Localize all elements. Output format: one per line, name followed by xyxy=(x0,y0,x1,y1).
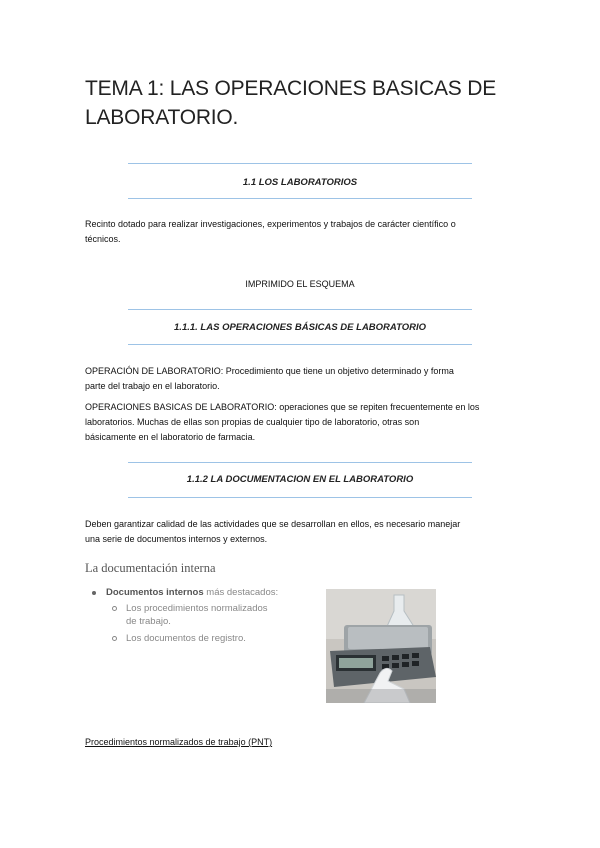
slide-title: La documentación interna xyxy=(85,561,216,575)
lab-balance-illustration xyxy=(326,589,436,703)
rule-bottom-1-1-2 xyxy=(128,497,472,498)
definition-line-2: técnicos. xyxy=(85,234,121,244)
rule-top-1-1-2 xyxy=(128,462,472,463)
op-def-line-1: OPERACIÓN DE LABORATORIO: Procedimiento que tiene un objetivo determinado y forma xyxy=(85,366,454,376)
pnt-heading-link[interactable]: Procedimientos normalizados de trabajo (PNT) xyxy=(85,737,273,747)
sub-bullet-registro xyxy=(90,632,310,645)
bullet-strong-text: Documentos internos xyxy=(106,587,204,598)
op-definition xyxy=(85,364,515,394)
documentation-text xyxy=(85,517,515,547)
ops-basic-line-1: OPERACIONES BASICAS DE LABORATORIO: operaciones que se repiten frecuentemente en los xyxy=(85,402,480,412)
ops-basic-line-3: básicamente en el laboratorio de farmacia. xyxy=(85,432,256,442)
sub-bullet-2-text: Los documentos de registro. xyxy=(126,633,246,644)
bullet-documentos-internos xyxy=(90,586,310,602)
definition-laboratorio xyxy=(85,217,515,247)
sub-bullet-pnt xyxy=(90,602,310,628)
heading-1-1: 1.1 LOS LABORATORIOS xyxy=(242,177,358,188)
rule-top-1-1-1 xyxy=(128,309,472,310)
op-def-line-2: parte del trabajo en el laboratorio. xyxy=(85,381,220,391)
slide-bullet-list xyxy=(90,586,310,649)
sub-bullet-1-line-2: de trabajo. xyxy=(126,616,171,627)
bullet-rest-text: más destacados: xyxy=(203,587,279,598)
note-imprimido: IMPRIMIDO EL ESQUEMA xyxy=(245,279,355,289)
heading-1-1-1: 1.1.1. LAS OPERACIONES BÁSICAS DE LABORATORIO xyxy=(174,322,426,333)
rule-bottom-1-1-1 xyxy=(128,344,472,345)
definition-line-1: Recinto dotado para realizar investigaciones, experimentos y trabajos de carácter científico o xyxy=(85,219,456,229)
rule-bottom-1-1 xyxy=(128,198,472,199)
documentation-line-2: una serie de documentos internos y externos. xyxy=(85,534,268,544)
heading-1-1-2: 1.1.2 LA DOCUMENTACION EN EL LABORATORIO xyxy=(186,474,414,485)
ops-basic-definition xyxy=(85,400,515,445)
title-line-1: TEMA 1: LAS OPERACIONES BASICAS DE xyxy=(85,77,496,100)
title-line-2: LABORATORIO. xyxy=(85,106,239,129)
documentation-line-1: Deben garantizar calidad de las actividades que se desarrollan en ellos, es necesario manejar xyxy=(85,519,461,529)
rule-top-1-1 xyxy=(128,163,472,164)
lab-balance-photo xyxy=(326,589,436,703)
document-title xyxy=(85,74,525,132)
sub-bullet-1-line-1: Los procedimientos normalizados xyxy=(126,603,268,614)
ops-basic-line-2: laboratorios. Muchas de ellas son propias de cualquier tipo de laboratorio, otras son xyxy=(85,417,420,427)
